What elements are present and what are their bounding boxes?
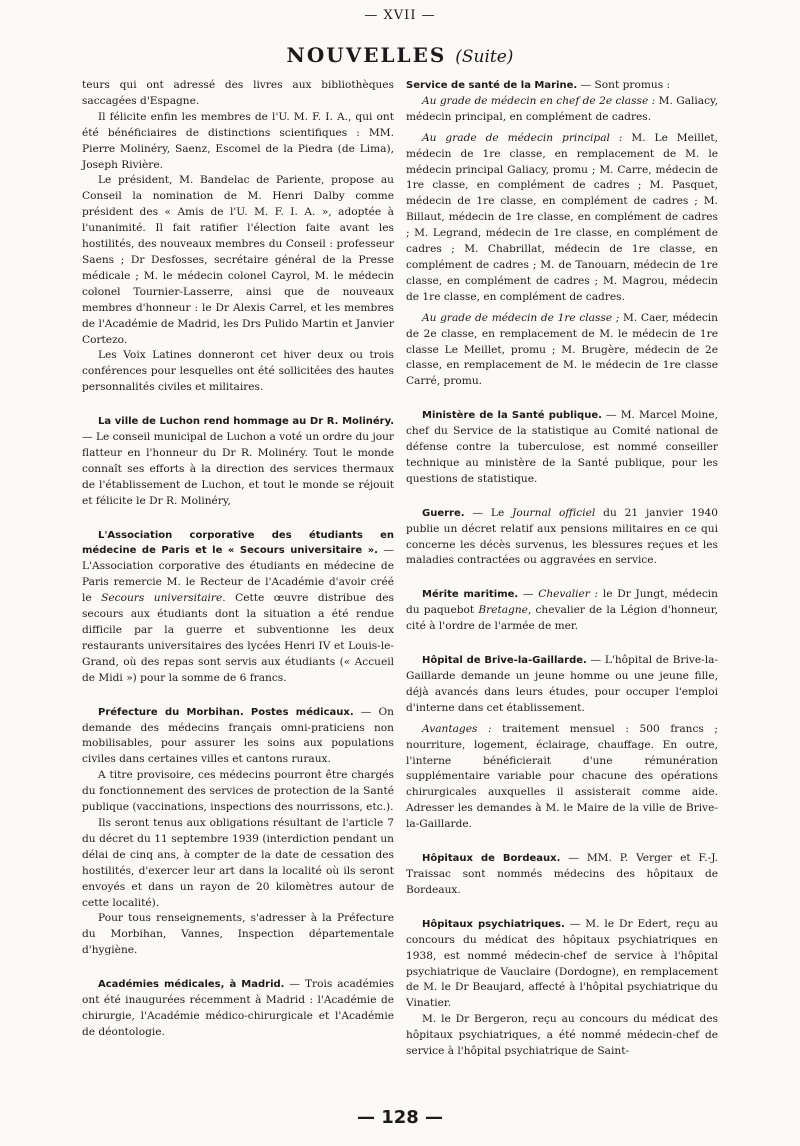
article-association <box>82 528 394 687</box>
article-madrid <box>82 977 394 1041</box>
article-heading: Hôpital de Brive-la-Gaillarde. <box>422 655 587 667</box>
article-body: — Sont promus : <box>577 79 671 91</box>
article-body: du 21 janvier 1940 publie un décret relatif aux pensions militaires en ce qui concerne les décès survenus, les blessures reçues et les maladies contractées ou aggravées en service. <box>406 506 718 567</box>
right-column <box>406 78 718 1060</box>
paragraph: M. le Dr Bergeron, reçu au concours du médicat des hôpitaux psychiatriques, a été nommé médecin-chef de service à l'hôpital psychiatrique de Saint- <box>406 1013 718 1058</box>
article-heading: L'Association corporative des étudiants en médecine de Paris et le « Secours universitaire ». <box>82 529 394 557</box>
article-body: M. Caer, médecin de 2e classe, en remplacement de M. le médecin de 1re classe Le Meillet, promu ; M. Brugère, médecin de 2e classe, en remplacement de M. le médecin de 1re classe Carré, promu. <box>406 311 718 388</box>
article-sante <box>406 408 718 488</box>
article-body: — Trois académies ont été inaugurées récemment à Madrid : l'Académie de chirurgie, l'Académie médico-chirurgicale et l'Académie de déontologie. <box>82 978 394 1038</box>
roman-page-number: — XVII — <box>364 8 436 23</box>
article-body: . Cette œuvre distribue des secours aux étudiants dont la situation a été rendue difficile par la guerre et subventionne les deux restaurants universitaires des lycées Henri IV et Louis-le-Grand, où des repas sont servis aux étudiants (« Accueil de Midi ») pour la somme de 6 francs. <box>82 592 394 684</box>
italic-text: Bretagne <box>478 604 528 617</box>
italic-text: Au grade de médecin principal : <box>422 131 623 144</box>
article-heading: Hôpitaux psychiatriques. <box>422 918 565 930</box>
italic-text: Avantages : <box>422 722 492 735</box>
article-morbihan <box>82 705 394 769</box>
italic-text: Au grade de médecin en chef de 2e classe : <box>422 94 656 107</box>
article-heading: La ville de Luchon rend hommage au Dr R. Molinéry. <box>98 416 394 428</box>
article-body: — L'Association corporative des étudiants en médecine de Paris remercie M. le Recteur de l'Académie d'avoir créé le <box>82 544 394 605</box>
paragraph: Pour tous renseignements, s'adresser à la Préfecture du Morbihan, Vannes, Inspection départementale d'hygiène. <box>82 912 394 957</box>
article-psychiatrie <box>406 917 718 1012</box>
article-body: — M. Marcel Moine, chef du Service de la statistique au Comité national de défense contre la tuberculose, est nommé conseiller technique au ministère de la Santé publique, pour les questions de statistique. <box>406 409 718 485</box>
article-heading: Hôpitaux de Bordeaux. <box>422 853 561 865</box>
paragraph <box>406 311 718 391</box>
left-column <box>82 78 394 1041</box>
article-body: le Dr Jungt, médecin du paquebot <box>406 588 718 617</box>
title-suffix: (Suite) <box>455 47 514 67</box>
article-body: — MM. P. Verger et F.-J. Traissac sont nommés médecins des hôpitaux de Bordeaux. <box>406 852 718 896</box>
paragraph: Les Voix Latines donneront cet hiver deux ou trois conférences pour lesquelles ont été sollicitées des hautes personnalités civiles et militaires. <box>82 349 394 394</box>
paragraph: teurs qui ont adressé des livres aux bibliothèques saccagées d'Espagne. <box>82 79 394 107</box>
article-body: — <box>518 588 539 601</box>
paragraph <box>406 94 718 126</box>
paragraph: Ils seront tenus aux obligations résultant de l'article 7 du décret du 11 septembre 1939 (interdiction pendant un délai de cinq ans, à compter de la date de cessation des hostilités, d'exercer leur art dans la localité où ils seront envoyés et dans un rayon de 20 kilomètres autour de cette localité). <box>82 816 394 909</box>
italic-text: Chevalier : <box>538 588 599 601</box>
article-marine <box>406 78 718 94</box>
article-body: traitement mensuel : 500 francs ; nourriture, logement, éclairage, chauffage. En outre, l'interne bénéficierait d'une rémunération supplémentaire variable pour chacune des opérations chirurgicales auxquelles il assisterait comme aide. Adresser les demandes à M. le Maire de la ville de Brive-la-Gaillarde. <box>406 722 719 831</box>
article-body: — L'hôpital de Brive-la-Gaillarde demande un jeune homme ou une jeune fille, déjà avancés dans leurs études, pour occuper l'emploi d'interne dans cet établissement. <box>406 654 719 714</box>
paragraph: Le président, M. Bandelac de Pariente, propose au Conseil la nomination de M. Henri Dalby comme président des « Amis de l'U. M. F. I. A. », adoptée à l'unanimité. Il fait ratifier l'élection faite avant les hostilités, des nouveaux membres du Conseil : professeur Saens ; Dr Desfosses, secrétaire général de la Presse médicale ; M. le médecin colonel Cayrol, M. le médecin colonel Tournier-Lasserre, ainsi que de nouveaux membres d'honneur : le Dr Alexis Carrel, et les membres de l'Académie de Madrid, les Drs Pulido Martin et Janvier Cortezo. <box>82 174 394 346</box>
article-body: M. Le Meillet, médecin de 1re classe, en remplacement de M. le médecin principal Galiacy, promu ; M. Carre, médecin de 1re classe, en complément de cadres ; M. Pasquet, médecin de 1re classe, en complément de cadres ; M. Billaut, médecin de 1re classe, en complément de cadres ; M. Legrand, médecin de 1re classe, en complément de cadres ; M. Chabrillat, médecin de 1re classe, en complément de cadres ; M. de Tanouarn, médecin de 1re classe, en complément de cadres ; M. Magrou, médecin de 1re classe, en complément de cadres. <box>406 131 718 303</box>
article-heading: Guerre. <box>422 507 465 519</box>
article-body: M. Galiacy, médecin principal, en complément de cadres. <box>406 94 718 123</box>
article-body: — Le <box>464 506 513 519</box>
article-heading: Mérite maritime. <box>422 589 519 601</box>
paragraph <box>406 131 718 306</box>
italic-text: Au grade de médecin de 1re classe ; <box>422 311 620 324</box>
paragraph: A titre provisoire, ces médecins pourront être chargés du fonctionnement des services de protection de la Santé publique (vaccinations, inspections des nourrissons, etc.). <box>82 769 394 814</box>
article-body: — Le conseil municipal de Luchon a voté un ordre du jour flatteur en l'honneur du Dr R. Molinéry. Tout le monde connaît ses efforts à la direction des services thermaux de l'établissement de Luchon, et tout le monde se réjouit et félicite le Dr R. Molinéry, <box>82 431 394 507</box>
page-number: — 128 — <box>356 1107 444 1128</box>
article-brive <box>406 653 718 717</box>
title-text: NOUVELLES <box>286 43 447 67</box>
article-body: , chevalier de la Légion d'honneur, cité à l'ordre de l'armée de mer. <box>406 604 718 633</box>
article-luchon <box>82 414 394 509</box>
italic-text: Secours universitaire <box>101 592 223 605</box>
article-heading: Académies médicales, à Madrid. <box>98 979 285 991</box>
paragraph <box>406 722 718 833</box>
italic-text: Journal officiel <box>512 506 596 519</box>
article-heading: Préfecture du Morbihan. Postes médicaux. <box>98 706 354 718</box>
article-body: — On demande des médecins français omni-praticiens non mobilisables, pour assurer les soins aux populations civiles dans certaines villes et cantons ruraux. <box>82 705 394 766</box>
article-heading: Ministère de la Santé publique. <box>422 410 602 422</box>
paragraph: Il félicite enfin les membres de l'U. M. F. I. A., qui ont été bénéficiaires de distinctions scientifiques : MM. Pierre Molinéry, Saenz, Escomel de la Piedra (de Lima), Joseph Rivière. <box>82 110 394 171</box>
article-heading: Service de santé de la Marine. <box>406 80 578 91</box>
article-bordeaux <box>406 851 718 899</box>
page-title <box>0 43 800 67</box>
article-merite <box>406 587 718 635</box>
article-body: — M. le Dr Edert, reçu au concours du médicat des hôpitaux psychiatriques en 1938, est nommé médecin-chef de service à l'hôpital psychiatrique de Vauclaire (Dordogne), en remplacement de M. le Dr Beaujard, affecté à l'hôpital psychiatrique du Vinatier. <box>406 917 719 1010</box>
article-guerre <box>406 506 718 570</box>
